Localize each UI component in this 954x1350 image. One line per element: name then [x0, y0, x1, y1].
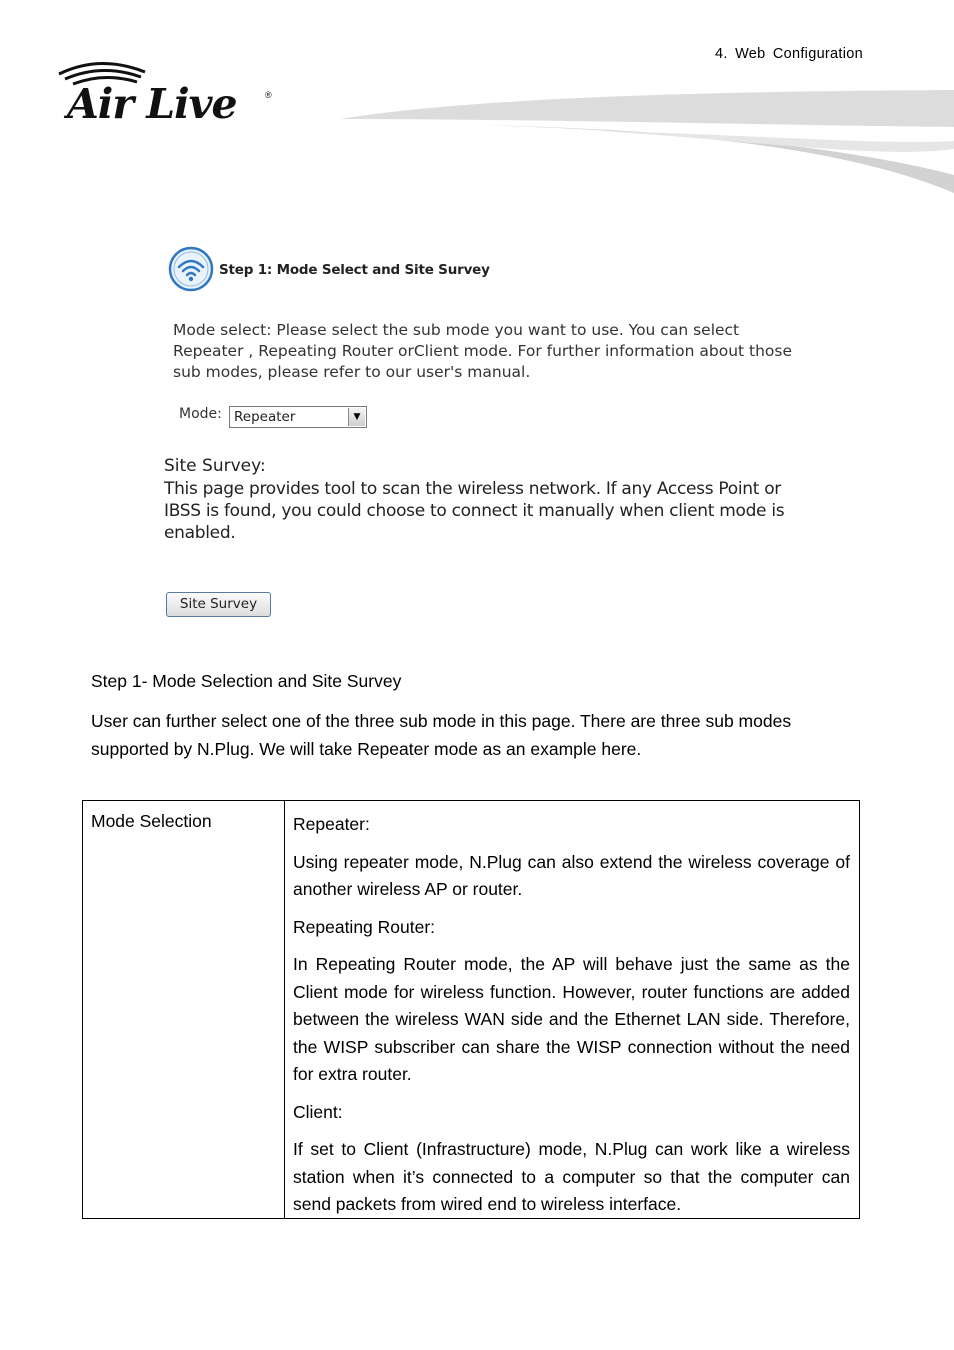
figure-caption: Step 1- Mode Selection and Site Survey [91, 671, 402, 691]
mode-selection-table [82, 800, 860, 1219]
header-swoosh-icon [340, 85, 954, 197]
mode-label: Mode: [179, 406, 222, 422]
airlive-logo-icon [55, 60, 280, 130]
chevron-down-icon[interactable]: ▼ [348, 408, 365, 426]
table-column-divider [284, 801, 285, 1218]
client-description: If set to Client (Infrastructure) mode, N.Plug can work like a wireless station when it’s connected to a computer so that the computer can send packets from wired end to wireless interface. [293, 1139, 850, 1214]
repeater-heading: Repeater: [293, 814, 370, 834]
table-description-cell [293, 811, 850, 1229]
logo-registered-mark: ® [265, 90, 272, 100]
repeating-router-description: In Repeating Router mode, the AP will behave just the same as the Client mode for wireless function. However, router functions are added between the wireless WAN side and the Ethernet LAN side. Therefore, the WISP subscriber can share the WISP connection without the need for extra router. [293, 954, 850, 1084]
site-survey-description: This page provides tool to scan the wireless network. If any Access Point or IBSS is found, you could choose to connect it manually when client mode is enabled. [164, 479, 785, 543]
page-section-header: 4. Web Configuration [715, 46, 863, 62]
site-survey-heading: Site Survey: [164, 456, 266, 476]
mode-select-value: Repeater [234, 409, 296, 425]
mode-description: Mode select: Please select the sub mode you want to use. You can select Repeater , Repeating Router orClient mode. For further information about those sub modes, please refer to our user's manual. [173, 321, 793, 381]
wifi-icon [168, 246, 214, 292]
repeating-router-heading: Repeating Router: [293, 916, 436, 937]
step-title: Step 1: Mode Select and Site Survey [219, 262, 490, 278]
logo-wordmark: Air Live [67, 80, 237, 128]
repeater-description: Using repeater mode, N.Plug can also extend the wireless coverage of another wireless AP or router. [293, 851, 850, 899]
client-heading: Client: [293, 1101, 343, 1122]
site-survey-button[interactable]: Site Survey [166, 592, 271, 617]
mode-select[interactable] [229, 406, 367, 428]
embedded-settings-screenshot [160, 240, 800, 625]
body-paragraph: User can further select one of the three sub mode in this page. There are three sub modes supported by N.Plug. We will take Repeater mode as an example here. [91, 711, 792, 759]
table-label-cell: Mode Selection [91, 811, 212, 831]
